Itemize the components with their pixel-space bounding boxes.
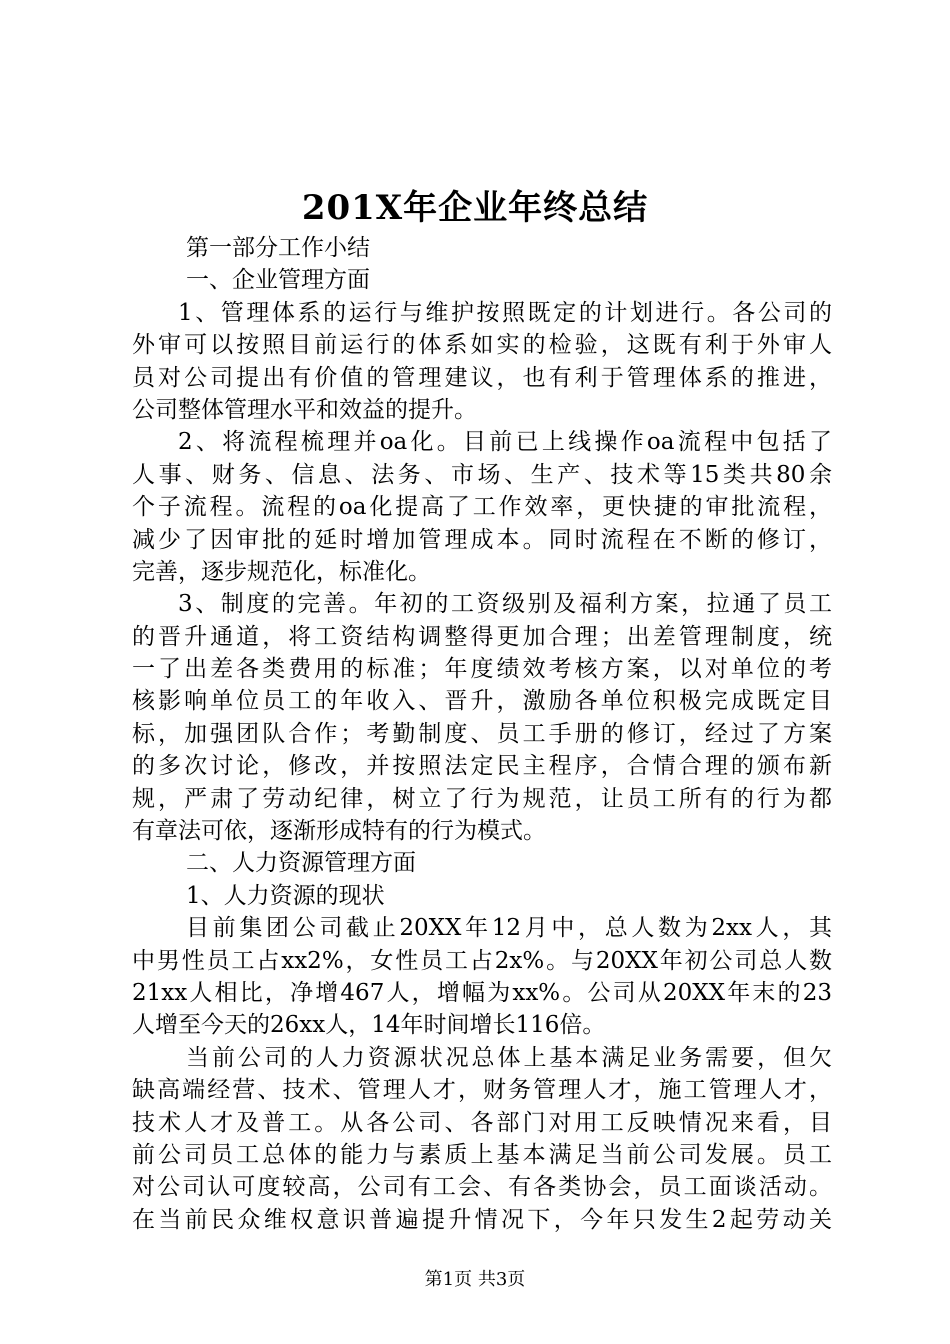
body-line: 对公司认可度较高，公司有工会、有各类协会，员工面谈活动。 xyxy=(132,1174,832,1201)
body-line: 第一部分工作小结 xyxy=(186,235,370,261)
body-line: 一、企业管理方面 xyxy=(186,267,370,294)
body-line: 的多次讨论，修改，并按照法定民主程序，合情合理的颁布新 xyxy=(132,753,832,780)
body-line: 人增至今天的26xx人，14年时间增长116倍。 xyxy=(132,1012,606,1039)
body-line: 的晋升通道，将工资结构调整得更加合理；出差管理制度，统 xyxy=(132,623,832,650)
body-line: 在当前民众维权意识普遍提升情况下，今年只发生2起劳动关 xyxy=(132,1206,832,1233)
document-body xyxy=(132,232,832,1236)
body-line: 规，严肃了劳动纪律，树立了行为规范，让员工所有的行为都 xyxy=(132,785,832,812)
body-line: 一了出差各类费用的标准；年度绩效考核方案，以对单位的考 xyxy=(132,656,832,683)
body-line: 公司整体管理水平和效益的提升。 xyxy=(132,396,477,423)
body-line: 前公司员工总体的能力与素质上基本满足当前公司发展。员工 xyxy=(132,1141,832,1168)
page-footer: 第1页 共3页 xyxy=(424,1269,526,1290)
body-line: 个子流程。流程的oa化提高了工作效率，更快捷的审批流程， xyxy=(132,494,832,521)
body-line: 技术人才及普工。从各公司、各部门对用工反映情况来看，目 xyxy=(132,1109,832,1136)
body-line: 目前集团公司截止20XX年12月中，总人数为2xx人，其 xyxy=(186,915,832,942)
body-line: 员对公司提出有价值的管理建议，也有利于管理体系的推进， xyxy=(132,364,832,391)
body-line: 二、人力资源管理方面 xyxy=(186,850,416,877)
body-line: 有章法可依，逐渐形成特有的行为模式。 xyxy=(132,818,546,845)
body-line: 减少了因审批的延时增加管理成本。同时流程在不断的修订， xyxy=(132,526,832,553)
body-line: 完善，逐步规范化，标准化。 xyxy=(132,558,431,585)
body-line: 3、制度的完善。年初的工资级别及福利方案，拉通了员工 xyxy=(178,591,832,618)
body-line: 缺高端经营、技术、管理人才，财务管理人才，施工管理人才， xyxy=(132,1077,832,1104)
body-line: 21xx人相比，净增467人，增幅为xx%。公司从20XX年末的23 xyxy=(132,979,832,1006)
document-title: 201X年企业年终总结 xyxy=(301,188,649,228)
body-line: 1、人力资源的现状 xyxy=(186,882,385,909)
body-line: 当前公司的人力资源状况总体上基本满足业务需要，但欠 xyxy=(186,1044,832,1071)
body-line: 中男性员工占xx2%，女性员工占2x%。与20XX年初公司总人数 xyxy=(132,947,832,974)
body-line: 外审可以按照目前运行的体系如实的检验，这既有利于外审人 xyxy=(132,332,832,359)
body-line: 人事、财务、信息、法务、市场、生产、技术等15类共80余 xyxy=(132,461,832,488)
body-line: 核影响单位员工的年收入、晋升，激励各单位积极完成既定目 xyxy=(132,688,832,715)
body-line: 1、管理体系的运行与维护按照既定的计划进行。各公司的 xyxy=(178,299,832,326)
body-line: 2、将流程梳理并oa化。目前已上线操作oa流程中包括了 xyxy=(178,429,832,456)
body-line: 标，加强团队合作；考勤制度、员工手册的修订，经过了方案 xyxy=(132,720,832,747)
